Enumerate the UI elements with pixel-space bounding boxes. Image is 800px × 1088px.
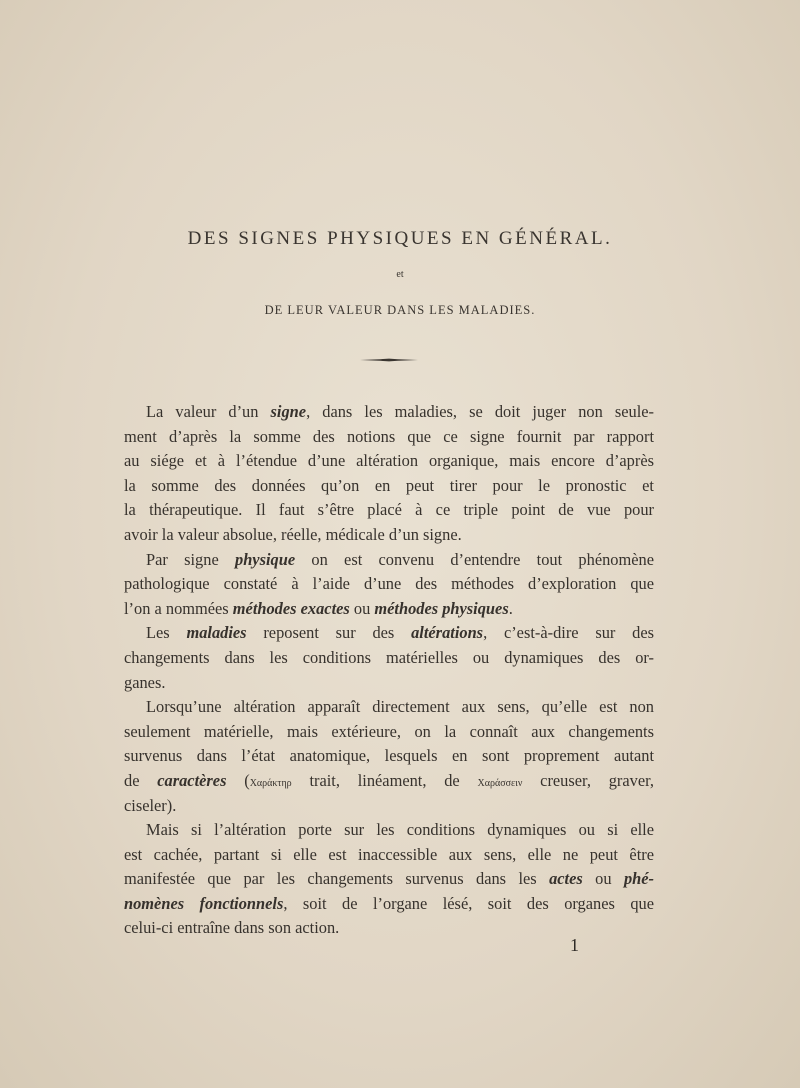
text-run: on est convenu d’entendre tout phénomène <box>295 549 654 569</box>
text-run: , dans les maladies, se doit juger non seule- <box>306 402 654 421</box>
text-run: Les <box>146 623 187 643</box>
text-line: changements dans les conditions matérielles ou dynamiques des or- <box>124 647 654 667</box>
page-title: DES SIGNES PHYSIQUES EN GÉNÉRAL. <box>187 228 613 249</box>
ornamental-rule <box>360 358 418 362</box>
body-text <box>124 400 654 941</box>
title-conjunction: et <box>396 269 404 280</box>
text-run: l’on a nommées <box>124 598 233 618</box>
italic-term: actes <box>549 869 583 889</box>
text-run: manifestée que par les changements survenus dans les <box>124 869 550 889</box>
text-line: au siége et à l’étendue d’une altération organique, mais encore d’après <box>124 451 654 471</box>
text-run: ou <box>582 869 624 889</box>
text-line: est cachée, partant si elle est inaccessible aux sens, elle ne peut être <box>124 844 654 864</box>
text-line <box>124 597 654 622</box>
text-line: la somme des données qu’on en peut tirer pour le pronostic et <box>124 475 654 495</box>
italic-term: maladies <box>186 623 247 643</box>
text-line: celui-ci entraîne dans son action. <box>124 918 340 938</box>
greek-term: Χαράκτηρ <box>249 777 292 789</box>
page-subtitle: DE LEUR VALEUR DANS LES MALADIES. <box>264 303 536 317</box>
greek-term: Χαράσσειν <box>477 777 523 789</box>
text-run: La valeur d’un <box>146 402 271 421</box>
text-run: ou <box>349 598 375 618</box>
text-line: survenus dans l’état anatomique, lesquels en sont proprement autant <box>124 746 654 766</box>
text-line <box>124 769 654 794</box>
italic-term: altérations <box>411 623 484 643</box>
text-line: ganes. <box>124 672 166 692</box>
text-line <box>124 867 654 892</box>
text-line <box>124 892 654 917</box>
text-line: Mais si l’altération porte sur les conditions dynamiques ou si elle <box>146 820 654 840</box>
italic-term: méthodes exactes <box>232 598 350 618</box>
text-run: de <box>124 770 158 790</box>
text-line: la thérapeutique. Il faut s’être placé à ce triple point de vue pour <box>124 500 654 520</box>
text-run: ( <box>226 770 250 790</box>
italic-term: signe <box>270 402 307 421</box>
text-line: pathologique constaté à l’aide d’une des méthodes d’exploration que <box>124 574 654 594</box>
italic-term: physique <box>235 549 296 569</box>
text-line: avoir la valeur absolue, réelle, médicale d’un signe. <box>124 524 462 544</box>
page-number: 1 <box>570 935 579 955</box>
italic-term: méthodes physiques <box>374 598 509 618</box>
text-run: trait, linéament, de <box>291 770 478 790</box>
text-line <box>124 621 654 646</box>
italic-term: phé- <box>623 869 654 889</box>
text-line: Lorsqu’une altération apparaît directement aux sens, qu’elle est non <box>146 697 654 717</box>
text-line: ment d’après la somme des notions que ce signe fournit par rapport <box>124 426 654 446</box>
text-run: , soit de l’organe lésé, soit des organes que <box>283 893 654 913</box>
text-run: . <box>508 598 513 618</box>
text-run: , c’est-à-dire sur des <box>483 623 654 643</box>
text-run: Par signe <box>146 549 235 569</box>
italic-term: caractères <box>157 770 227 790</box>
text-line: ciseler). <box>124 795 177 815</box>
text-line: seulement matérielle, mais extérieure, on la connaît aux changements <box>124 721 654 741</box>
text-run: reposent sur des <box>246 623 412 643</box>
italic-term: nomènes fonctionnels <box>124 893 284 913</box>
text-line <box>124 548 654 573</box>
text-run: creuser, graver, <box>522 770 655 790</box>
text-line <box>124 400 654 425</box>
